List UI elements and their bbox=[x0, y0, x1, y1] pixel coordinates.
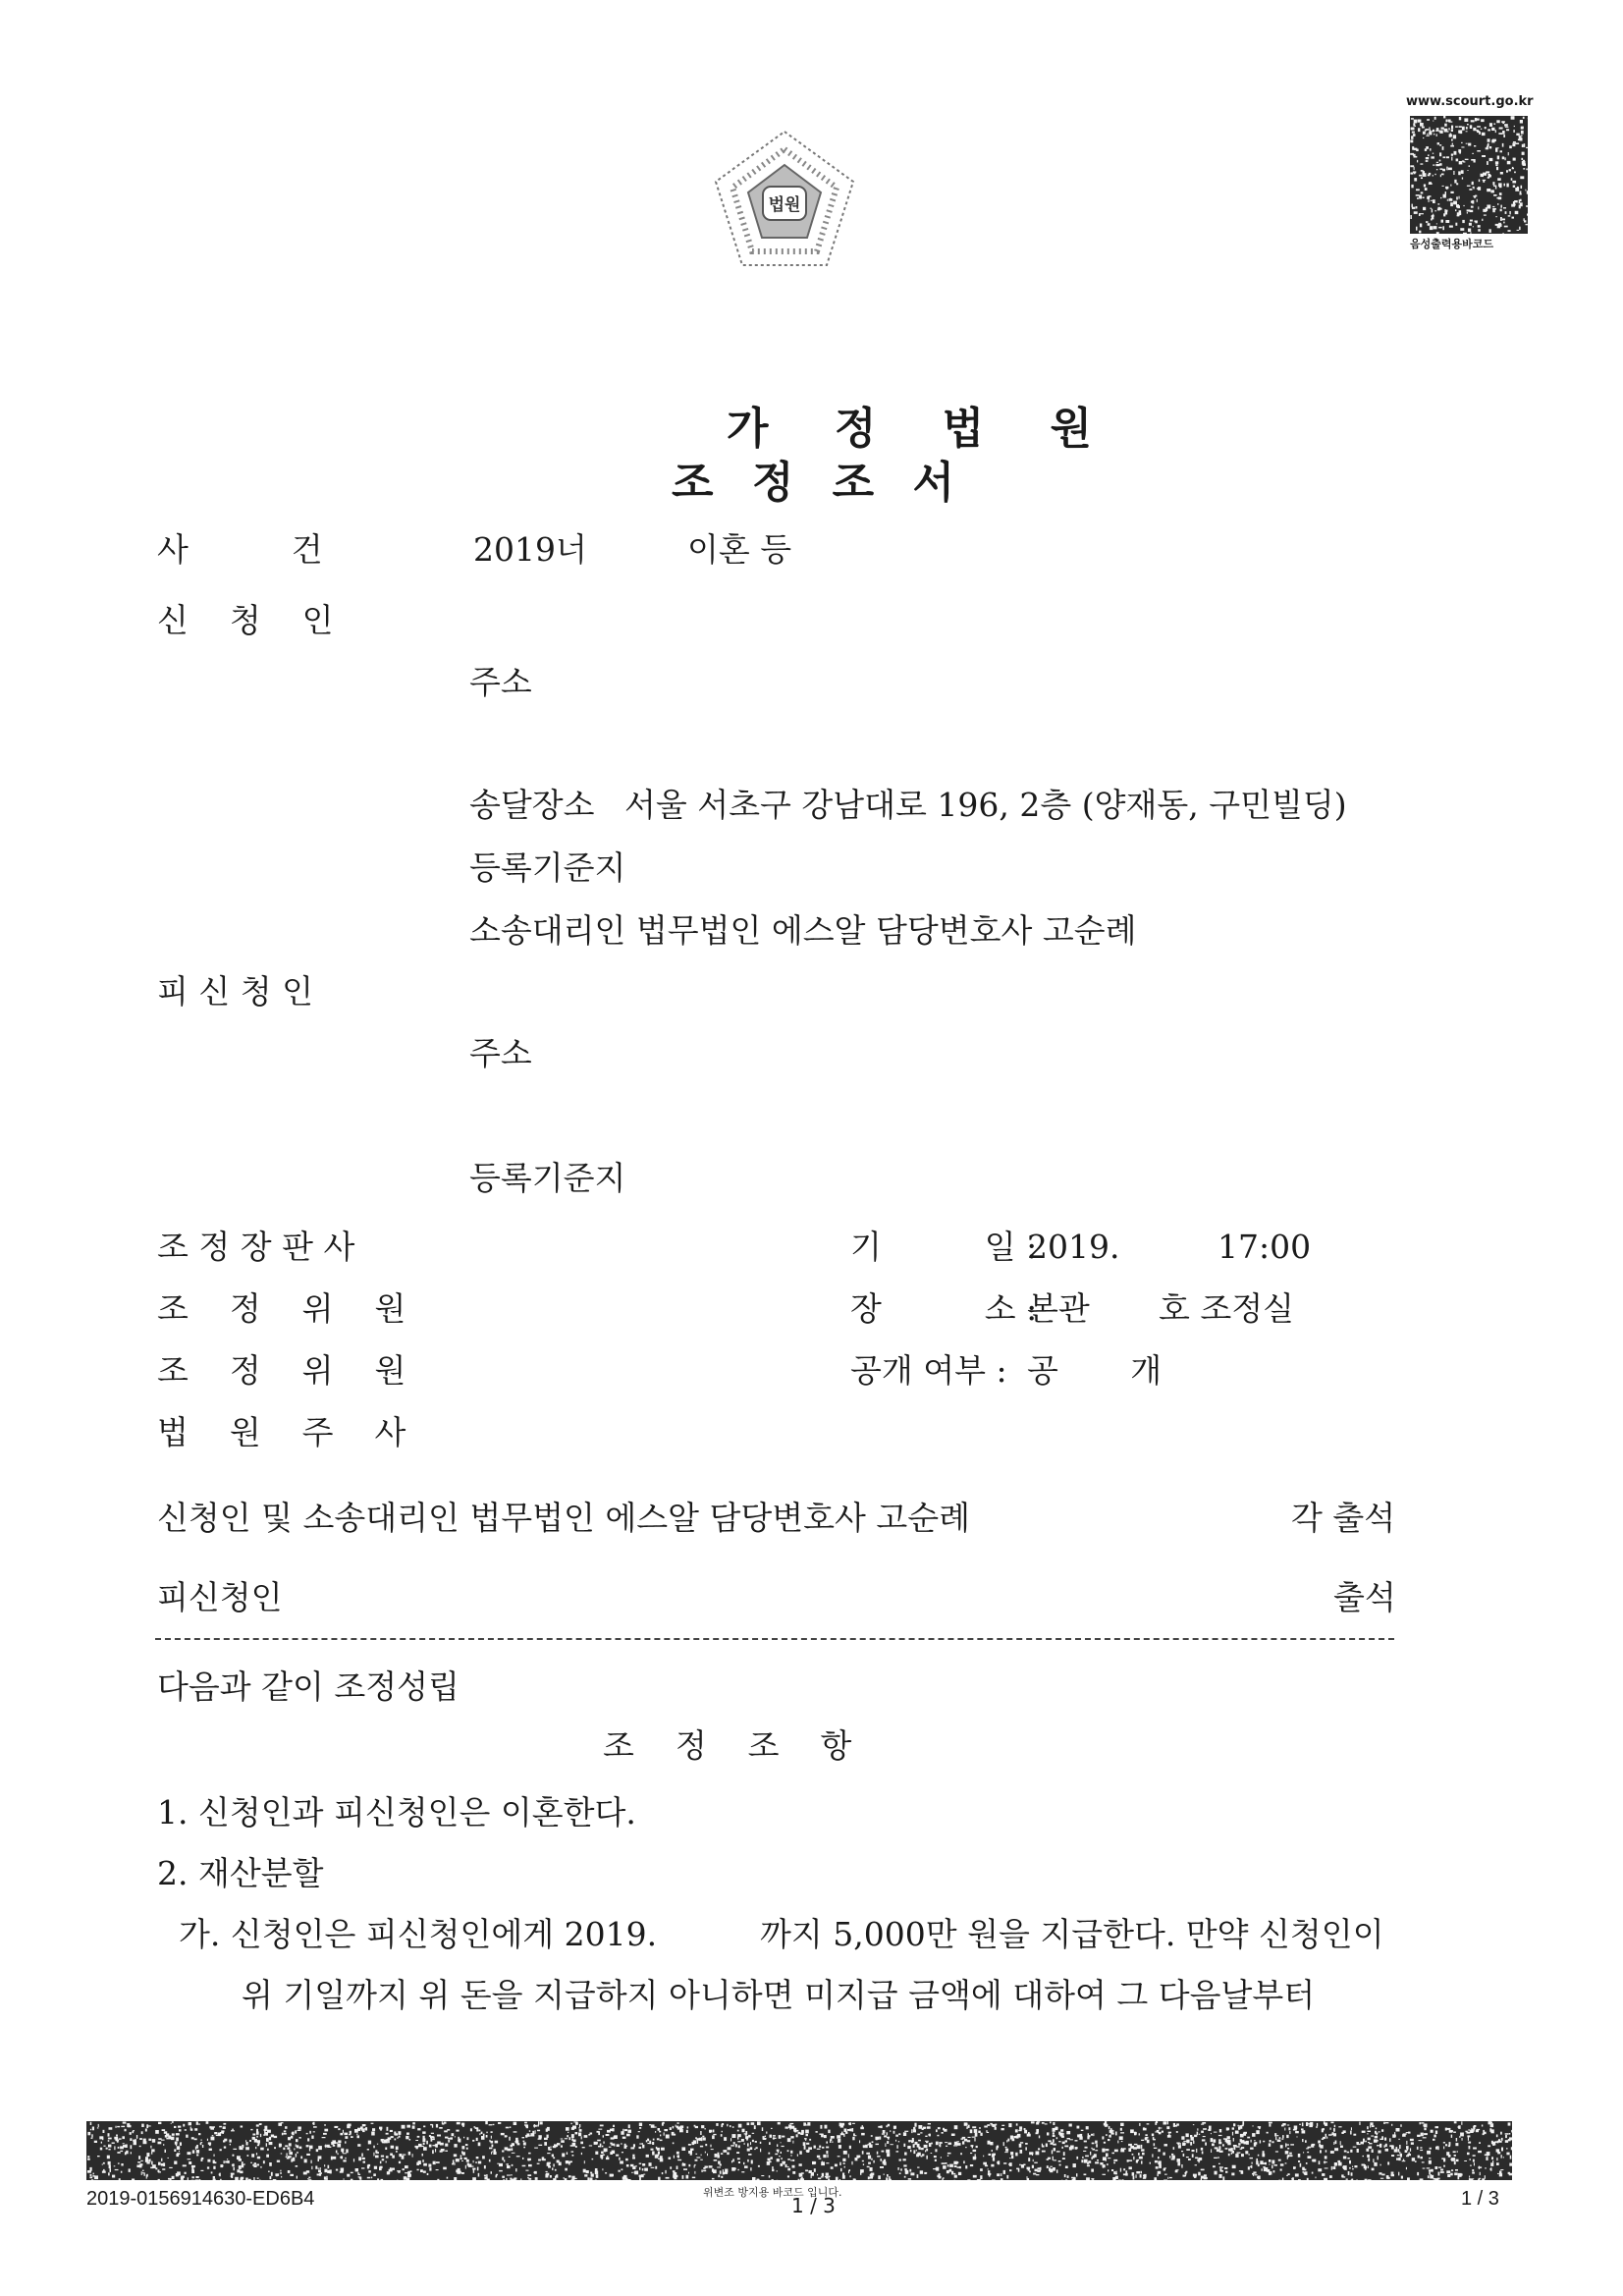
service-address: 서울 서초구 강남대로 196, 2층 (양재동, 구민빌딩) bbox=[624, 786, 1347, 824]
qr-url: www.scourt.go.kr bbox=[1406, 94, 1534, 109]
judge-label: 조 정 장 판 사 bbox=[157, 1228, 355, 1266]
term-item-2a-line-2: 위 기일까지 위 돈을 지급하지 아니하면 미지급 금액에 대하여 그 다음날부터 bbox=[242, 1976, 1316, 2014]
service-address-label: 송달장소 bbox=[469, 786, 595, 824]
qr-code bbox=[1410, 116, 1528, 234]
respondent-address-label: 주소 bbox=[469, 1034, 532, 1072]
clerk-label: 법 원 주 사 bbox=[157, 1413, 406, 1451]
court-seal bbox=[711, 128, 858, 275]
document-id: 2019-0156914630-ED6B4 bbox=[86, 2188, 315, 2210]
qr-caption: 음성출력용바코드 bbox=[1410, 238, 1494, 250]
public-label: 공개 여부 : bbox=[850, 1351, 1007, 1390]
time-value: 17:00 bbox=[1217, 1228, 1312, 1266]
respondent-registry-label: 등록기준지 bbox=[469, 1159, 626, 1197]
document-title: 조 정 조 서 bbox=[672, 458, 966, 508]
respondent-attendance-status: 출석 bbox=[1333, 1578, 1396, 1616]
page-number: 1 / 3 bbox=[1461, 2188, 1499, 2210]
applicant-registry-label: 등록기준지 bbox=[469, 848, 626, 887]
term-item-2a-line-1: 가. 신청인은 피신청인에게 2019. 까지 5,000만 원을 지급한다. 만약 신청인이 bbox=[179, 1915, 1384, 1953]
term-item-2: 2. 재산분할 bbox=[157, 1854, 324, 1892]
applicant-attorney: 소송대리인 법무법인 에스알 담당변호사 고순례 bbox=[469, 911, 1137, 950]
anti-forgery-barcode bbox=[86, 2121, 1512, 2180]
barcode-note: 위변조 방지용 바코드 입니다. bbox=[703, 2186, 842, 2199]
applicant-address-label: 주소 bbox=[469, 663, 532, 701]
seal-text: 법원 bbox=[768, 195, 801, 215]
section-divider bbox=[155, 1638, 1394, 1640]
date-label: 기 일 : bbox=[850, 1228, 1038, 1266]
case-number: 2019너 bbox=[473, 530, 587, 569]
case-label: 사 건 bbox=[157, 530, 323, 569]
case-name: 이혼 등 bbox=[687, 530, 792, 569]
respondent-attendance-line: 피신청인 bbox=[157, 1578, 283, 1616]
applicant-attendance-line: 신청인 및 소송대리인 법무법인 에스알 담당변호사 고순례 bbox=[157, 1499, 971, 1537]
applicant-label: 신 청 인 bbox=[157, 601, 334, 639]
respondent-label: 피 신 청 인 bbox=[157, 972, 313, 1011]
place-value: 본관 bbox=[1027, 1289, 1090, 1328]
mediator-2-label: 조 정 위 원 bbox=[157, 1351, 406, 1390]
court-name: 가 정 법 원 bbox=[727, 404, 1117, 454]
mediation-intro: 다음과 같이 조정성립 bbox=[157, 1667, 460, 1706]
date-value: 2019. bbox=[1027, 1228, 1120, 1266]
room-value: 호 조정실 bbox=[1159, 1289, 1295, 1328]
term-item-1: 1. 신청인과 피신청인은 이혼한다. bbox=[157, 1793, 636, 1831]
mediation-terms-title: 조 정 조 항 bbox=[603, 1726, 852, 1765]
mediator-1-label: 조 정 위 원 bbox=[157, 1289, 406, 1328]
page-number-center: 1 / 3 bbox=[791, 2194, 836, 2217]
place-label: 장 소 : bbox=[850, 1289, 1038, 1328]
public-value: 공 개 bbox=[1027, 1351, 1163, 1390]
applicant-attendance-status: 각 출석 bbox=[1291, 1499, 1396, 1537]
